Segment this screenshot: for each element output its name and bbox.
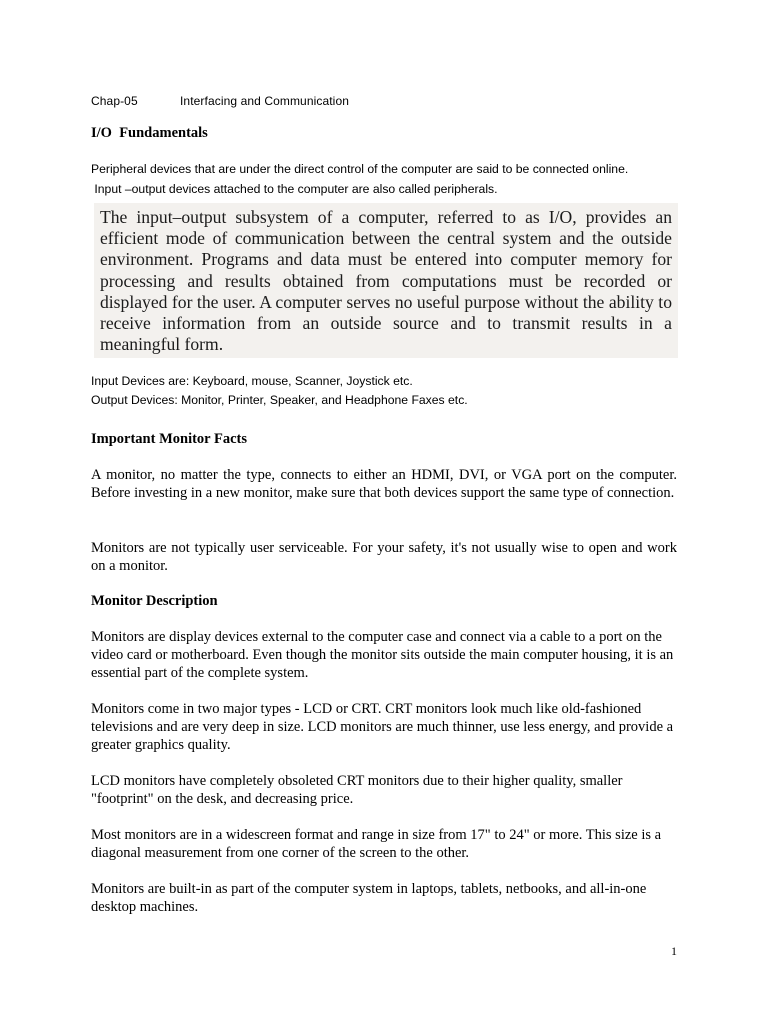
peripherals-text — [91, 159, 628, 199]
chapter-number: Chap-05 — [91, 94, 138, 108]
monitor-description-paragraph: Most monitors are in a widescreen format and range in size from 17" to 24" or more. This size is a diagonal measurement from one corner of the screen to the other. — [91, 827, 662, 861]
scanned-book-excerpt — [94, 203, 678, 358]
output-devices-line: Output Devices: Monitor, Printer, Speaker, and Headphone Faxes etc. — [91, 393, 468, 407]
io-fundamentals-heading: I/O Fundamentals — [91, 125, 208, 141]
peripherals-line-2: Input –output devices attached to the computer are also called peripherals. — [91, 182, 498, 196]
peripherals-line-1: Peripheral devices that are under the direct control of the computer are said to be connected online. — [91, 162, 629, 176]
chapter-header — [91, 94, 349, 108]
monitor-description-paragraph: Monitors come in two major types - LCD or CRT. CRT monitors look much like old-fashioned televisions and are very deep in size. LCD monitors are much thinner, use less energy, and provide a greater graphics quality. — [91, 701, 674, 753]
monitor-description-paragraph: Monitors are display devices external to the computer case and connect via a cable to a port on the video card or motherboard. Even though the monitor sits outside the main computer housing, it is an essential part of the complete system. — [91, 629, 674, 681]
monitor-description-paragraph: Monitors are built-in as part of the computer system in laptops, tablets, netbooks, and all-in-one desktop machines. — [91, 881, 647, 915]
page-number: 1 — [671, 944, 677, 958]
devices-list — [91, 372, 468, 410]
scanned-excerpt-text: The input–output subsystem of a computer, referred to as I/O, provides an efficient mode of communication between the central system and the outside environment. Programs and data must be entered into computer memory for processing and results obtained from computations must be recorded or displayed for the user. A computer serves no useful purpose without the ability to receive information from an outside source and to transmit results in a meaningful form. — [100, 207, 672, 355]
monitor-facts-paragraph: A monitor, no matter the type, connects to either an HDMI, DVI, or VGA port on the computer. Before investing in a new monitor, make sure that both devices support the same type of connection. — [91, 467, 677, 501]
chapter-title: Interfacing and Communication — [180, 94, 349, 108]
monitor-facts-heading: Important Monitor Facts — [91, 431, 247, 447]
monitor-description-paragraph: LCD monitors have completely obsoleted CRT monitors due to their higher quality, smaller "footprint" on the desk, and decreasing price. — [91, 773, 623, 807]
monitor-description-heading: Monitor Description — [91, 593, 218, 609]
input-devices-line: Input Devices are: Keyboard, mouse, Scanner, Joystick etc. — [91, 374, 413, 388]
monitor-facts-paragraph: Monitors are not typically user serviceable. For your safety, it's not usually wise to open and work on a monitor. — [91, 540, 677, 574]
